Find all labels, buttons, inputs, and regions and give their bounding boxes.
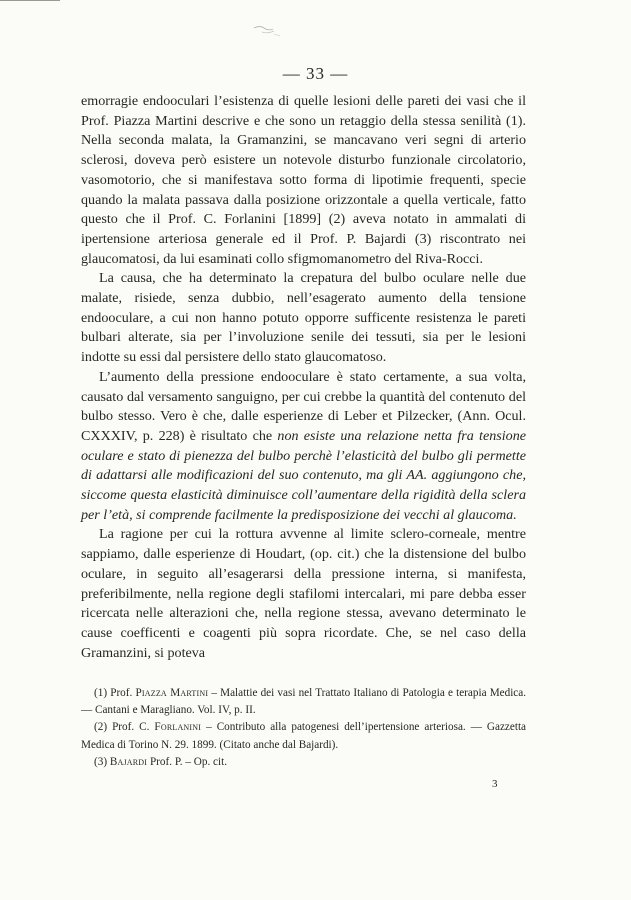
footnote [81, 719, 526, 753]
footnote-author: Piazza Martini [135, 687, 209, 699]
footnote-author: Bajardi [109, 755, 148, 768]
footnote [81, 754, 526, 771]
italic-quotation: non esiste una relazione netta fra tensione oculare e stato di pienezza del bulbo perchè l’elasticità del bulbo gli permette di adattarsi alle modificazioni del suo contenuto, ma gli AA. aggiungono che, siccome questa elasticità diminuisce coll’aumentare della rigidità della sclera per l’età, si comprende facilmente la predisposizione dei vecchi al glaucoma. [81, 427, 527, 523]
footnote-marker: (3) [94, 755, 108, 768]
footnote-marker: (2) [94, 721, 108, 734]
signature-mark: 3 [492, 778, 498, 790]
footnote-prefix: Prof. C. [112, 721, 150, 734]
body-paragraph [81, 92, 526, 269]
footnote-text: – Contributo alla patogenesi dell’ipertensione arteriosa. — Gazzetta Medica di Torino N. 29. 1899. (Citato anche dal Bajardi). [81, 721, 527, 751]
footnote [81, 685, 526, 719]
paragraph-text: emorragie endooculari l’esistenza di quelle lesioni delle pareti dei vasi che il Prof. Piazza Martini descrive e che sono un retaggio della stessa senilità (1). Nella seconda malata, la Gramanzini, se mancavano veri segni di arterio sclerosi, doveva però esistere un notevole disturbo funzionale circolatorio, vasomotorio, che si manifestava sotto forma di lipotimie frequenti, specie quando la malata passava dalla posizione orizzontale a quella verticale, fatto questo che il Prof. C. Forlanini [1899] (2) aveva notato in ammalati di ipertensione arteriosa generale ed il Prof. P. Bajardi (3) riscontrato nei glaucomatosi, da lui esaminati collo sfigmomanometro del Riva-Rocci. [81, 93, 526, 267]
footnotes [81, 685, 526, 771]
paragraph-text: L’aumento della pressione endooculare è stato certamente, a sua volta, causato dal versamento sanguigno, per cui crebbe la quantità del contenuto del bulbo stesso. Vero è che, dalle esperienze di Leber et Pilzecker, (Ann. Ocul. CXXXIV, p. 228) è risultato che [81, 368, 526, 444]
footnote-text: Prof. P. – Op. cit. [149, 755, 228, 768]
footnote-prefix: Prof. [110, 687, 133, 699]
top-edge-mark [0, 0, 60, 1]
paragraph-text: La ragione per cui la rottura avvenne al limite sclero-corneale, mentre sappiamo, dalle esperienze di Houdart, (op. cit.) che la distensione del bulbo oculare, in seguito all’esagerarsi della pressione interna, si manifesta, preferibilmente, nella regione degli stafilomi intercalari, mi pare debba esser ricercata nelle alterazioni che, nella regione stessa, avevano determinato le cause coefficenti e coagenti più sopra ricordate. Che, se nel caso della Gramanzini, si poteva [81, 526, 526, 661]
footnote-marker: (1) [94, 687, 108, 699]
body-paragraph [81, 368, 526, 526]
footnote-text: – Malattie dei vasi nel Trattato Italiano di Patologia e terapia Medica. — Cantani e Maragliano. Vol. IV, p. II. [81, 687, 527, 717]
paragraph-text: La causa, che ha determinato la crepatura del bulbo oculare nelle due malate, risiede, senza dubbio, nell’esagerato aumento della tensione endooculare, a cui non hanno potuto opporre sufficente resistenza le pareti bulbari alterate, sia per l’involuzione senile dei tessuti, sia per le lesioni indotte su essi dal persistere dello stato glaucomatoso. [81, 270, 526, 366]
body-text [81, 92, 526, 663]
page-number: — 33 — [282, 64, 349, 83]
body-paragraph [81, 525, 526, 663]
body-paragraph [81, 269, 526, 368]
footnote-author: Forlanini [154, 721, 202, 734]
ink-smudge [248, 22, 288, 38]
